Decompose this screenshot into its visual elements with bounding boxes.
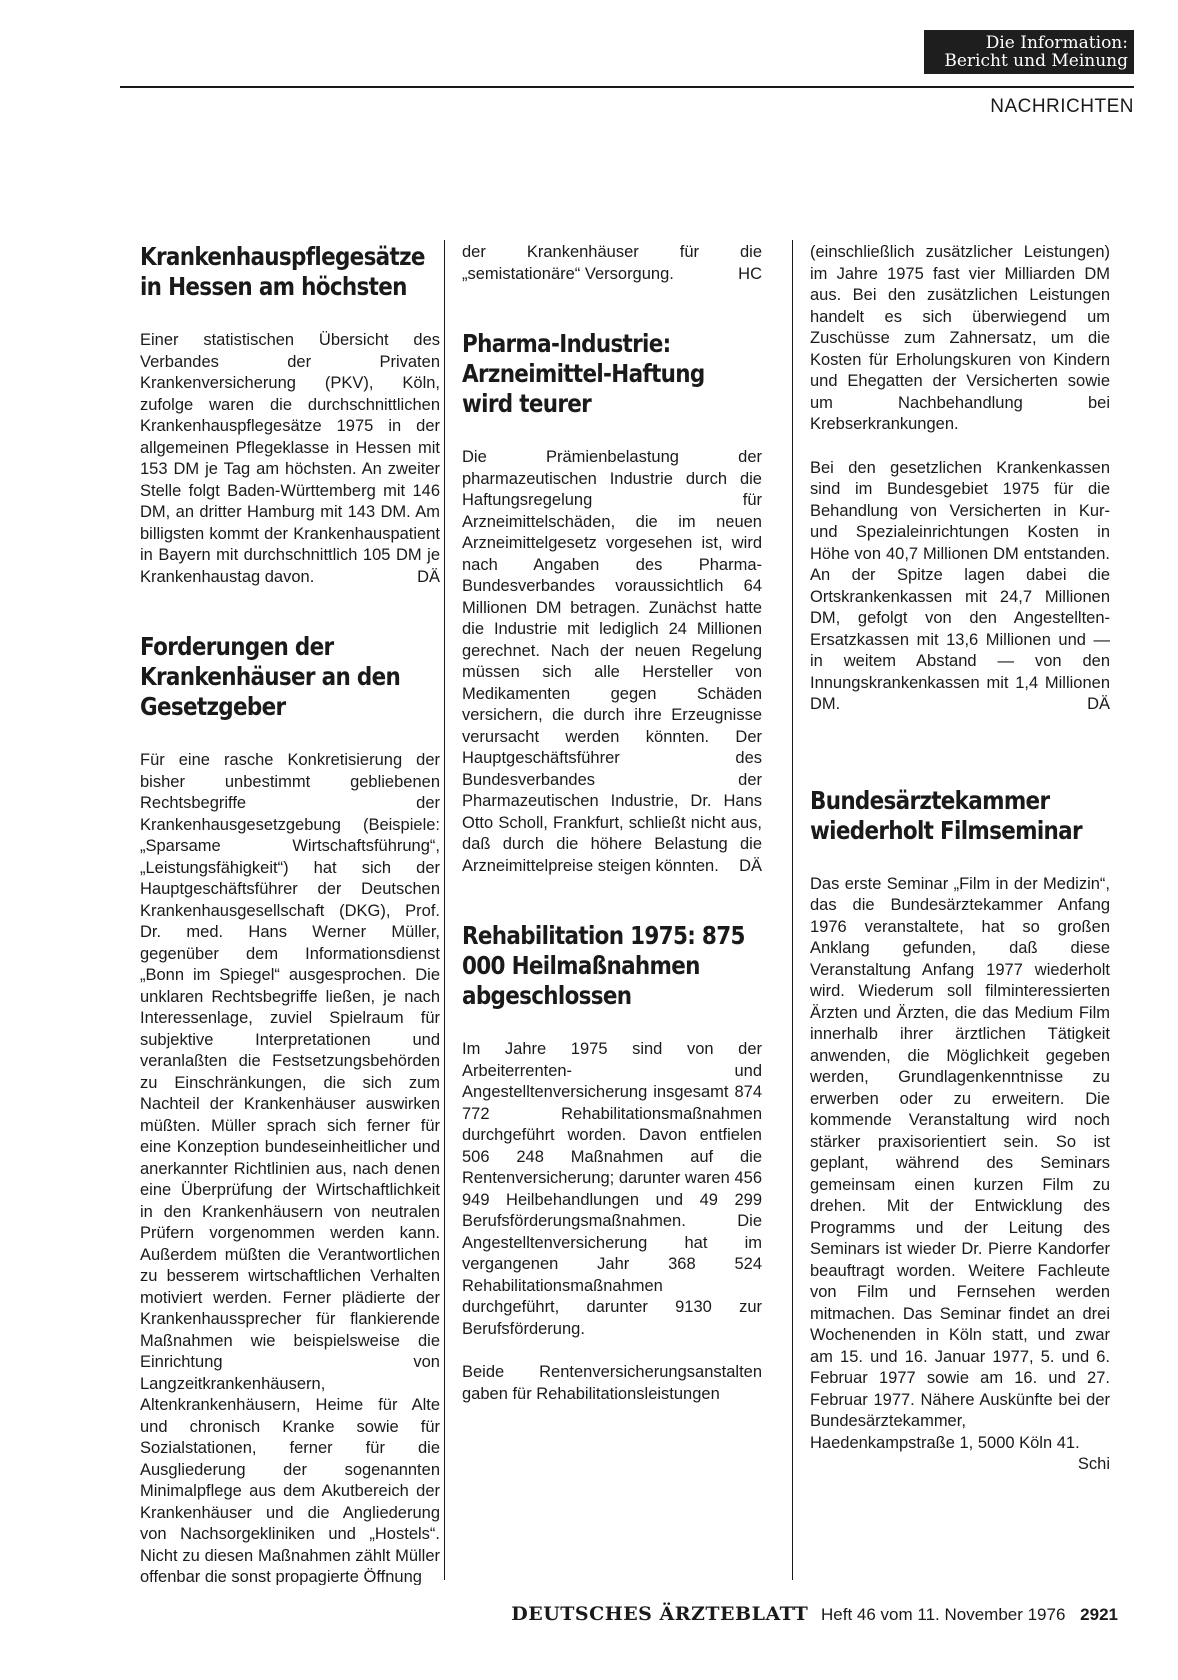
column-divider-2 (792, 240, 793, 1580)
article-2-title: Forderungen der Krankenhäuser an den Gesetzgeber (140, 632, 401, 721)
section-label-line1: Die Information: (985, 33, 1128, 53)
page-number: 2921 (1080, 1605, 1118, 1624)
column-2 (462, 242, 762, 1405)
column-divider-1 (444, 240, 445, 1580)
section-label-box (924, 30, 1134, 74)
article-2-body-continued: der Krankenhäuser für die „semistationäre“ Versorgung. HC (462, 242, 762, 285)
article-4-body-2: Beide Rentenversicherungsanstalten gaben für Rehabilitationsleistungen (462, 1363, 762, 1403)
article-5-title: Bundesärztekammer wiederholt Filmseminar (810, 785, 1082, 845)
section-label-line2: Bericht und Meinung (944, 51, 1128, 71)
issue-info: Heft 46 vom 11. November 1976 (821, 1605, 1066, 1624)
rubric-label: NACHRICHTEN (990, 96, 1134, 117)
article-3-signature: DÄ (739, 856, 762, 875)
article-5-signature: Schi (1077, 1455, 1110, 1473)
article-3-title: Pharma-Industrie: Arzneimittel-Haftung wird teurer (462, 329, 705, 418)
page-footer (511, 1603, 1118, 1625)
article-2-signature: HC (738, 264, 762, 283)
column-3 (810, 242, 1110, 1476)
article-4-signature: DÄ (1087, 695, 1110, 713)
column-1 (140, 242, 440, 1585)
article-4-body-3: Bei den gesetzlichen Krankenkassen sind im Bundesgebiet 1975 für die Behandlung von Versicherten in Kur- und Spezialeinrichtungen Kosten in Höhe von 40,7 Millionen DM entstanden. An der Spitze lagen dabei die Ortskrankenkassen mit 24,7 Millionen DM, gefolgt von den Angestellten-Ersatzkassen mit 13,6 Millionen und — in weitem Abstand — von den Innungskrankenkassen mit 1,4 Millionen DM. DÄ (810, 458, 1110, 716)
article-1-signature: DÄ (417, 567, 440, 586)
article-1-body: Einer statistischen Übersicht des Verbandes der Privaten Krankenversicherung (PKV), Köln, zufolge waren die durchschnittlichen Krankenhauspflegesätze 1975 in der allgemeinen Pflegeklasse in Hessen mit 153 DM je Tag am höchsten. An zweiter Stelle folgt Baden-Württemberg mit 146 DM, an dritter Hamburg mit 143 DM. Am billigsten kommt der Krankenhauspatient in Bayern mit durchschnittlich 105 DM je Krankenhaustag davon. DÄ (140, 330, 440, 588)
article-4-body-2-continued: (einschließlich zusätzlicher Leistungen) im Jahre 1975 fast vier Milliarden DM aus. Bei den zusätzlichen Leistungen handelt es sich überwiegend um Zuschüsse zum Zahnersatz, um die Kosten für Erholungskuren von Kindern und Ehegatten der Versicherten sowie um Nachbehandlung bei Krebserkrankungen. (810, 243, 1110, 433)
article-5-body: Das erste Seminar „Film in der Medizin“, das die Bundesärztekammer Anfang 1976 veranstaltete, hat so großen Anklang gefunden, daß diese Veranstaltung Anfang 1977 wiederholt wird. Wiederum soll filminteressierten Ärzten und Ärzten, die das Medium Film innerhalb ihrer ärztlichen Tätigkeit anwenden, die Möglichkeit gegeben werden, Grundlagenkenntnisse zu erwerben oder zu erweitern. Die kommende Veranstaltung wird noch stärker praxisorientiert sein. So ist geplant, während des Seminars gemeinsam einen kurzen Film zu drehen. Mit der Entwicklung des Programms und der Leitung des Seminars ist wieder Dr. Pierre Kandorfer beauftragt worden. Weitere Fachleute von Film und Fernsehen werden mitmachen. Das Seminar findet an drei Wochenenden in Köln statt, und zwar am 15. und 16. Januar 1977, 5. und 6. Februar 1977 sowie am 16. und 27. Februar 1977. Nähere Auskünfte bei der Bundesärztekammer, Haedenkampstraße 1, 5000 Köln 41. Schi (810, 874, 1110, 1455)
article-2-body: Für eine rasche Konkretisierung der bisher unbestimmt gebliebenen Rechtsbegriffe der Krankenhausgesetzgebung (Beispiele: „Sparsame Wirtschaftsführung“, „Leistungsfähigkeit“) hat sich der Hauptgeschäftsführer der Deutschen Krankenhausgesellschaft (DKG), Prof. Dr. med. Hans Werner Müller, gegenüber dem Informationsdienst „Bonn im Spiegel“ ausgesprochen. Die unklaren Rechtsbegriffe ließen, je nach Interessenlage, zuviel Spielraum für subjektive Interpretationen und veranlaßten die Festsetzungsbehörden zu Einschränkungen, die sich zum Nachteil der Krankenhäuser auswirken müßten. Müller sprach sich ferner für eine Konzeption bundeseinheitlicher und anerkannter Richtlinien aus, nach denen eine Überprüfung der Wirtschaftlichkeit in den Krankenhäusern von neutralen Prüfern vorgenommen werden kann. Außerdem müßten die Verantwortlichen zu besserem wirtschaftlichen Verhalten motiviert werden. Ferner plädierte der Krankenhaussprecher für flankierende Maßnahmen wie beispielsweise die Einrichtung von Langzeitkrankenhäusern, Altenkrankenhäusern, Heime für Alte und chronisch Kranke sowie für Sozialstationen, ferner für die Ausgliederung der sogenannten Minimalpflege aus dem Akutbereich der Krankenhäuser und die Angliederung von Nachsorgekliniken und „Hostels“. Nicht zu diesen Maßnahmen zählt Müller offenbar die sonst propagierte Öffnung (140, 751, 440, 1585)
article-1-title: Krankenhauspflegesätze in Hessen am höchsten (140, 242, 425, 301)
masthead: DEUTSCHES ÄRZTEBLATT (511, 1603, 809, 1625)
article-4-title: Rehabilitation 1975: 875 000 Heilmaßnahmen abgeschlossen (462, 921, 745, 1010)
article-4-body-1: Im Jahre 1975 sind von der Arbeiterrenten- und Angestelltenversicherung insgesamt 874 772 Rehabilitationsmaßnahmen durchgeführt worden. Davon entfielen 506 248 Maßnahmen auf die Rentenversicherung; darunter waren 456 949 Heilbehandlungen und 49 299 Berufsförderungsmaßnahmen. Die Angestelltenversicherung hat im vergangenen Jahr 368 524 Rehabilitationsmaßnahmen durchgeführt, darunter 9130 zur Berufsförderung. (462, 1040, 762, 1338)
article-3-body: Die Prämienbelastung der pharmazeutischen Industrie durch die Haftungsregelung für Arzneimittelschäden, die im neuen Arzneimittelgesetz vorgesehen ist, wird nach Angaben des Pharma-Bundesverbandes voraussichtlich 64 Millionen DM betragen. Zunächst hatte die Industrie mit lediglich 24 Millionen gerechnet. Nach der neuen Regelung müssen sich alle Hersteller von Medikamenten gegen Schäden versichern, die durch ihre Erzeugnisse verursacht werden könnten. Der Hauptgeschäftsführer des Bundesverbandes der Pharmazeutischen Industrie, Dr. Hans Otto Scholl, Frankfurt, schließt nicht aus, daß durch die höhere Belastung die Arzneimittelpreise steigen könnten. DÄ (462, 447, 762, 877)
header-rule (120, 86, 1134, 88)
